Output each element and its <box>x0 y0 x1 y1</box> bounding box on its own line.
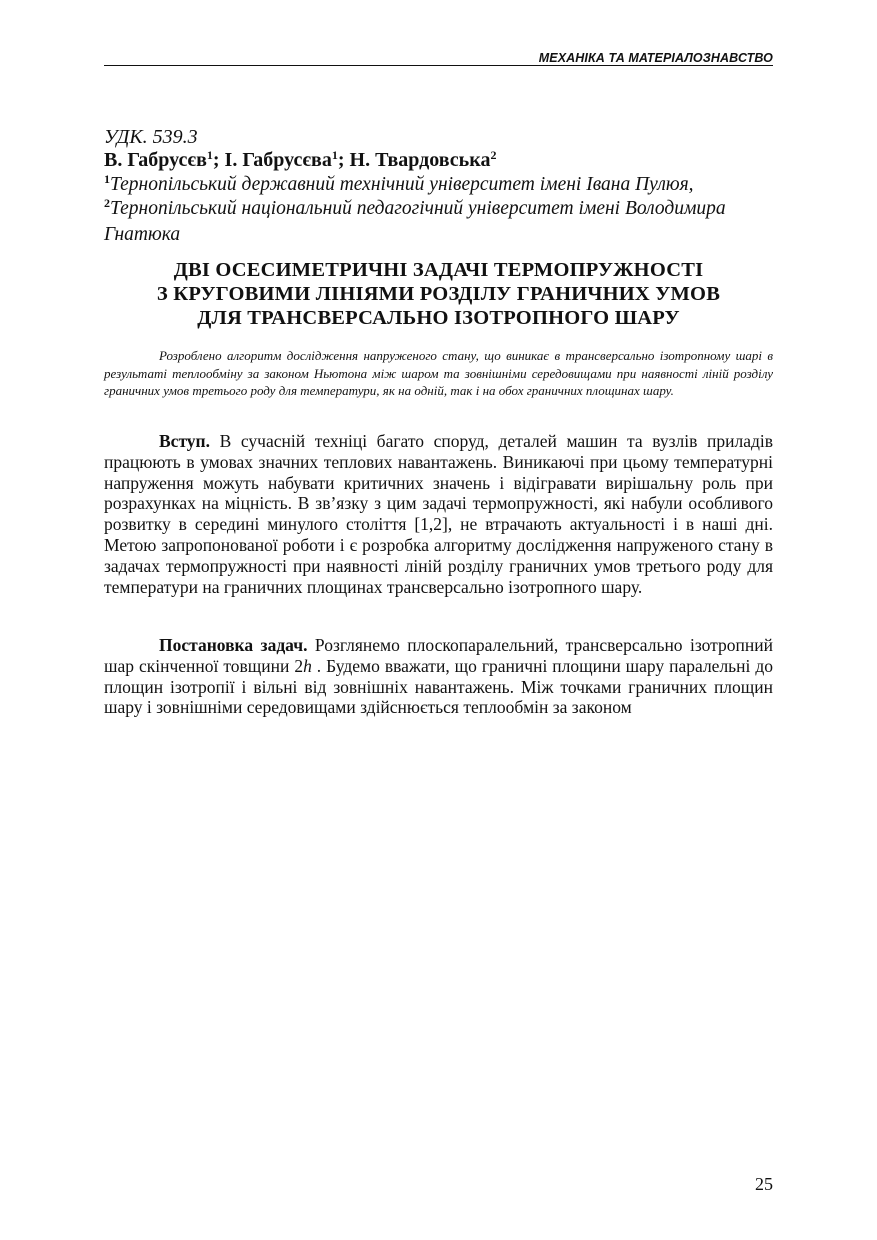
affiliation-number: 1 <box>104 172 110 186</box>
paper-title <box>104 258 773 330</box>
page-number: 25 <box>755 1174 773 1194</box>
title-line-1: ДВІ ОСЕСИМЕТРИЧНІ ЗАДАЧІ ТЕРМОПРУЖНОСТІ <box>173 259 704 281</box>
intro-paragraph <box>104 431 773 597</box>
author-name: Н. Твардовська <box>349 149 491 171</box>
author-affiliation-mark: 1 <box>331 148 338 162</box>
author-affiliation-mark: 2 <box>490 148 497 162</box>
title-line-3: ДЛЯ ТРАНСВЕРСАЛЬНО ІЗОТРОПНОГО ШАРУ <box>197 307 680 329</box>
intro-heading: Вступ. <box>159 431 211 451</box>
author-name: В. Габрусєв <box>104 149 207 171</box>
affiliation-text: Тернопільський державний технічний університет імені Івана Пулюя, <box>110 174 694 195</box>
affiliation-text: Тернопільський національний педагогічний університет імені Володимира Гнатюка <box>104 198 726 245</box>
title-line-2: З КРУГОВИМИ ЛІНІЯМИ РОЗДІЛУ ГРАНИЧНИХ УМОВ <box>156 283 721 305</box>
problem-paragraph <box>104 635 773 718</box>
problem-text-a: Розглянемо плоскопаралельний, трансверсально ізотропний шар скінченної товщини <box>104 635 773 676</box>
problem-text-b: . Будемо вважати, що граничні площини шару паралельні до площин ізотропії і вільні від зовнішніх навантажень. Між точками граничних площин шару і зовнішніми середовищами здійснюється теплообмін за законом <box>104 655 774 718</box>
author-separator: ; <box>337 149 350 171</box>
author-separator: ; <box>212 149 225 171</box>
abstract: Розроблено алгоритм дослідження напруженого стану, що виникає в трансверсально ізотропному шарі в результаті теплообміну за законом Ньютона між шаром та зовнішніми середовищами при наявності ліній розділу граничних умов третього роду для температури, як на одній, так і на обох граничних площинах шару. <box>104 348 773 398</box>
author-name: І. Габрусєва <box>224 149 332 171</box>
intro-text: В сучасній техніці багато споруд, деталей машин та вузлів приладів працюють в умовах значних теплових навантажень. Виникаючі при цьому температурні напруження можуть набувати критичних значень і відігравати вирішальну роль при розрахунках на міцність. В зв’язку з цим задачі термопружності, які набули особливого розвитку в середині минулого століття [1,2], не втрачають актуальності і в наші дні. Метою запропонованої роботи і є розробка алгоритму дослідження напруженого стану в задачах термопружності при наявності ліній розділу граничних умов третього роду для температури на граничних площинах трансверсально ізотропного шару. <box>104 431 773 597</box>
authors-line <box>104 149 773 172</box>
thickness-variable: h <box>303 655 312 676</box>
problem-heading: Постановка задач. <box>159 635 308 655</box>
affiliation-number: 2 <box>104 196 110 210</box>
affiliation-2 <box>104 196 773 248</box>
header-rule <box>104 65 773 66</box>
affiliation-1 <box>104 172 773 198</box>
udk-code: УДК. 539.3 <box>104 126 198 148</box>
journal-section-header: МЕХАНІКА ТА МАТЕРІАЛОЗНАВСТВО <box>538 51 773 65</box>
thickness-coefficient: 2 <box>294 655 304 676</box>
author-affiliation-mark: 1 <box>206 148 213 162</box>
